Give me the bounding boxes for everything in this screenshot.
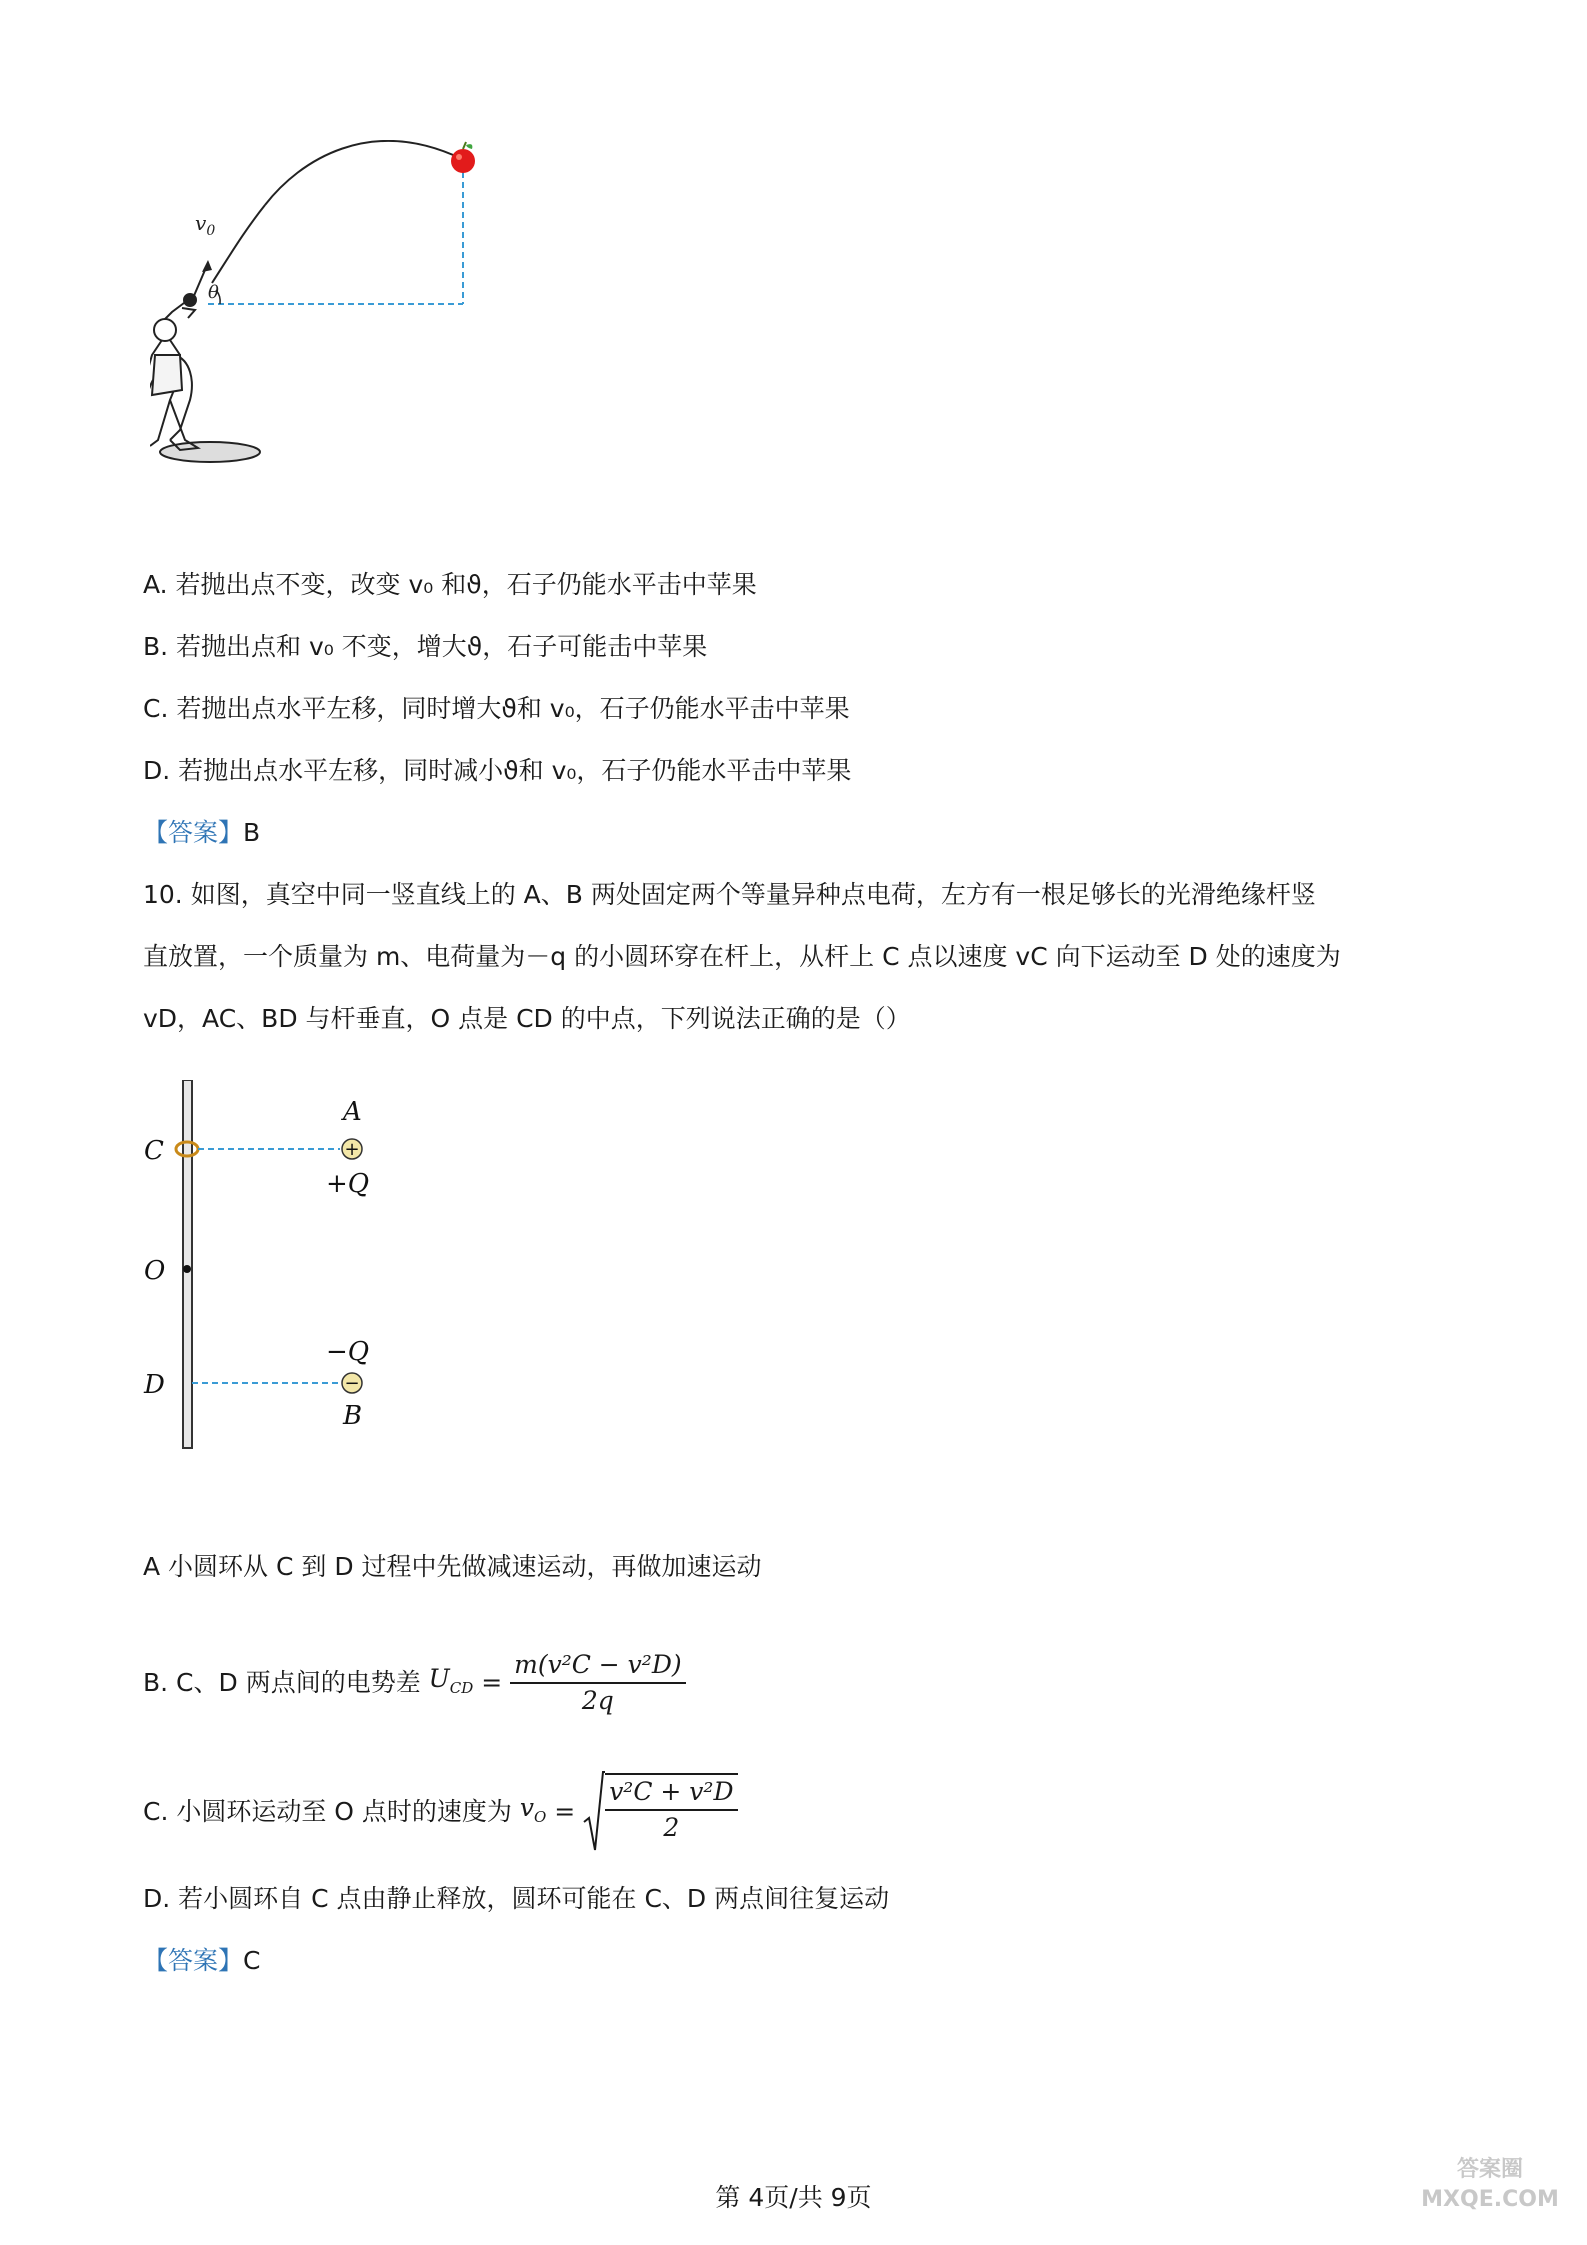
q10-option-d: D. 若小圆环自 C 点由静止释放，圆环可能在 C、D 两点间往复运动 [143, 1884, 890, 1913]
charge-rod-figure [140, 1080, 400, 1460]
sqrt-sign-icon [584, 1772, 605, 1850]
velocity-formula: $\frac{\text{v²C + v²D}}{2}$ [583, 1770, 737, 1854]
q10-stem-line-2: 直放置，一个质量为 m、电荷量为－q 的小圆环穿在杆上，从杆上 C 点以速度 vC 向下运动至 D 处的速度为 [143, 942, 1341, 971]
answer-bracket: 【答案】 [143, 1946, 244, 1975]
thrower-figure [150, 294, 260, 462]
label-minus-q: −Q [326, 1337, 370, 1367]
watermark: 答案圈 MXQE.COM [1421, 2157, 1559, 2212]
trajectory-curve [265, 141, 462, 205]
q10-option-a: A 小圆环从 C 到 D 过程中先做减速运动，再做加速运动 [143, 1552, 762, 1581]
answer-bracket: 【答案】 [143, 818, 244, 847]
apple-icon [451, 142, 475, 173]
point-o-dot [183, 1265, 191, 1273]
label-b: B [343, 1401, 363, 1431]
q10-option-c: C. 小圆环运动至 O 点时的速度为 $v_O$ = $\frac{\text{v²C + v²D}}{2}$ [143, 1770, 738, 1854]
label-plus-q: +Q [326, 1169, 370, 1199]
v0-label: $v_0$ [195, 211, 216, 239]
q10-stem-line-1: 10. 如图，真空中同一竖直线上的 A、B 两处固定两个等量异种点电荷，左方有一根足够长的光滑绝缘杆竖 [143, 880, 1316, 909]
label-d: D [144, 1370, 165, 1400]
insulating-rod [183, 1080, 192, 1448]
page-footer: 第 4页/共 9页 [715, 2183, 872, 2212]
label-c: C [144, 1136, 164, 1166]
svg-text:−: − [344, 1373, 360, 1394]
answer-value: C [243, 1946, 261, 1975]
q9-option-d: D. 若抛出点水平左移，同时减小ϑ和 v₀，石子仍能水平击中苹果 [143, 756, 852, 785]
q10-answer [143, 1944, 260, 1978]
potential-difference-formula: $\frac{\text{m(v²C − v²D)}}{2q}$ [510, 1648, 686, 1718]
q9-option-a: A. 若抛出点不变，改变 v₀ 和ϑ，石子仍能水平击中苹果 [143, 570, 757, 599]
positive-charge-icon [342, 1139, 362, 1160]
answer-value: B [243, 818, 261, 847]
q9-option-b: B. 若抛出点和 v₀ 不变，增大ϑ，石子可能击中苹果 [143, 632, 708, 661]
label-o: O [144, 1256, 166, 1286]
q9-option-c: C. 若抛出点水平左移，同时增大ϑ和 v₀，石子仍能水平击中苹果 [143, 694, 850, 723]
q10-option-b: B. C、D 两点间的电势差 $U_{CD}$ = $\frac{\text{m(v²C − v²D)}}{2q}$ [143, 1648, 686, 1718]
q10-stem-line-3: vD，AC、BD 与杆垂直，O 点是 CD 的中点，下列说法正确的是（） [143, 1004, 911, 1033]
q9-answer [143, 816, 260, 850]
theta-label: θ [208, 282, 219, 303]
label-a: A [343, 1097, 362, 1127]
projectile-figure [150, 140, 490, 470]
svg-text:+: + [344, 1139, 360, 1160]
negative-charge-icon [342, 1373, 362, 1394]
